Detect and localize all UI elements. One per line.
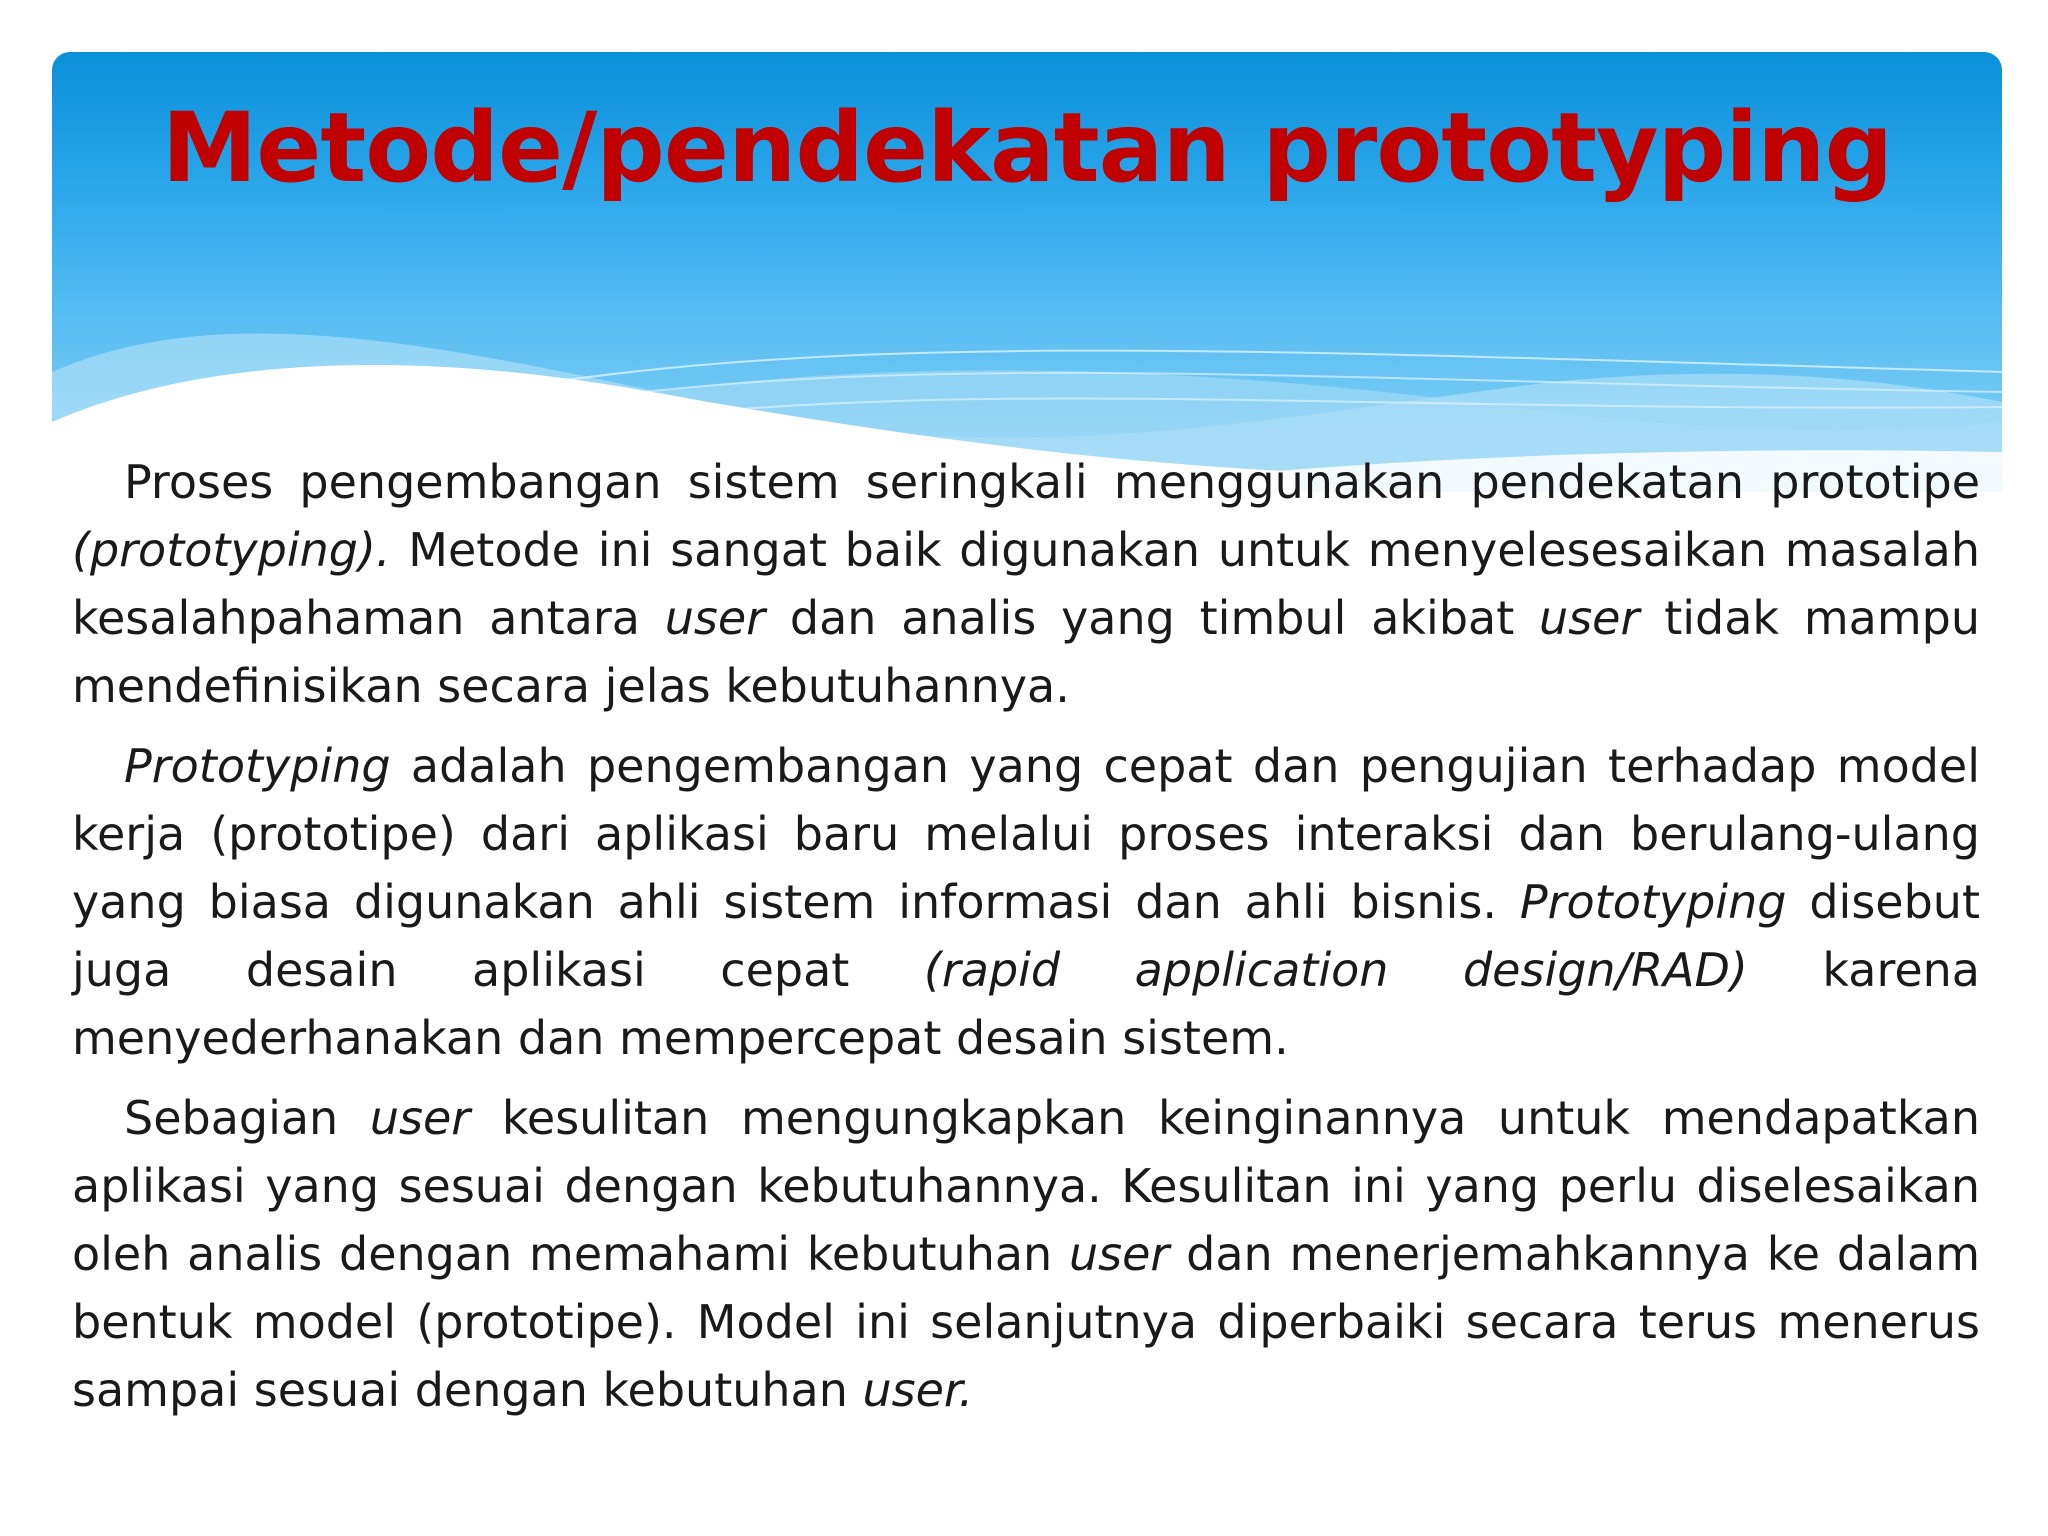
- paragraph-2: [72, 732, 1980, 1072]
- italic-text-run: user: [1069, 1227, 1170, 1281]
- text-run: dan analis yang timbul akibat: [765, 591, 1540, 645]
- italic-text-run: (rapid application design/RAD): [923, 943, 1748, 997]
- italic-text-run: user: [1539, 591, 1640, 645]
- text-run: karena menyederhanakan dan mempercepat desain sistem.: [72, 943, 1980, 1065]
- text-run: Metode ini sangat baik digunakan untuk menyelesesaikan masalah kesalahpahaman antara: [72, 523, 1980, 645]
- text-run: Proses pengembangan sistem seringkali menggunakan pendekatan prototipe: [124, 455, 1980, 509]
- italic-text-run: user.: [862, 1363, 974, 1417]
- italic-text-run: user: [369, 1091, 471, 1145]
- slide-body: [72, 448, 1980, 1436]
- italic-text-run: Prototyping: [1519, 875, 1787, 929]
- text-run: tidak mampu mendefinisikan secara jelas kebutuhannya.: [72, 591, 1980, 713]
- italic-text-run: (prototyping).: [72, 523, 391, 577]
- italic-text-run: user: [664, 591, 766, 645]
- text-run: dan menerjemahkannya ke dalam bentuk model (prototipe). Model ini selanjutnya diperbaiki secara terus menerus sampai sesuai dengan kebutuhan: [72, 1227, 1981, 1417]
- italic-text-run: Prototyping: [124, 739, 391, 793]
- slide-title: Metode/pendekatan prototyping: [161, 92, 1893, 204]
- text-run: disebut juga desain aplikasi cepat: [72, 875, 1980, 997]
- paragraph-1: [72, 448, 1980, 720]
- paragraph-3: [72, 1084, 1980, 1424]
- text-run: kesulitan mengungkapkan keinginannya untuk mendapatkan aplikasi yang sesuai dengan kebutuhannya. Kesulitan ini yang perlu diselesaikan oleh analis dengan memahami kebutuhan: [72, 1091, 1980, 1281]
- text-run: Sebagian: [124, 1091, 370, 1145]
- text-run: adalah pengembangan yang cepat dan pengujian terhadap model kerja (prototipe) dari aplikasi baru melalui proses interaksi dan berulang-ulang yang biasa digunakan ahli sistem informasi dan ahli bisnis.: [72, 739, 1980, 929]
